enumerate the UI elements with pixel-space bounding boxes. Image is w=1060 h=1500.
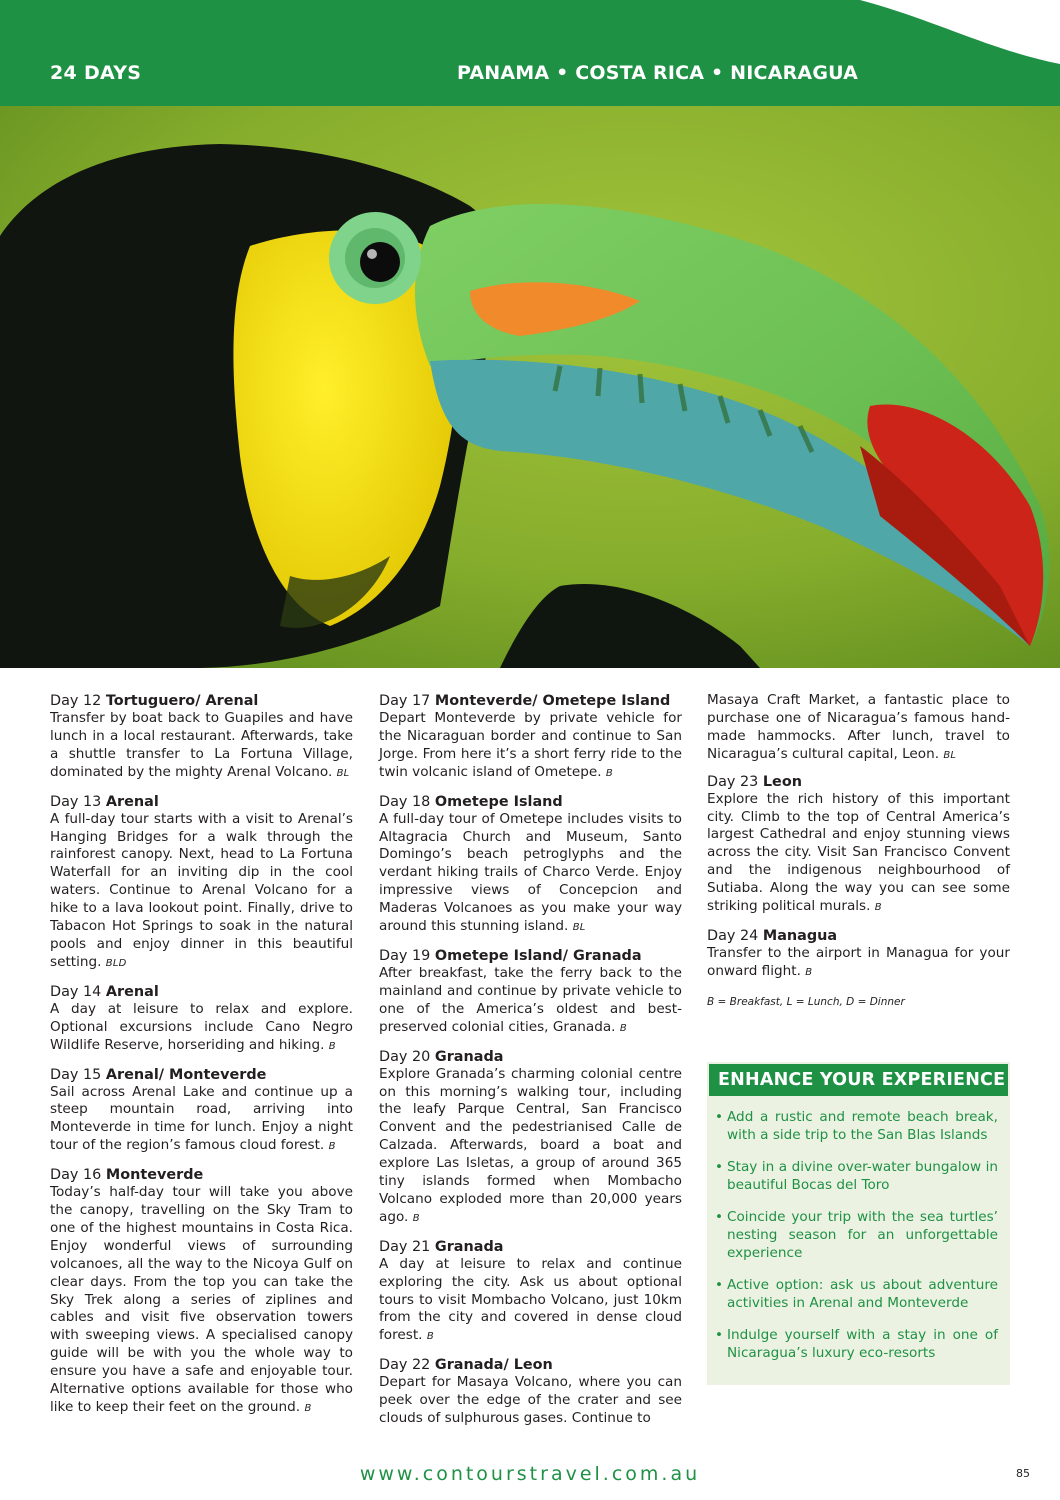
enhance-item	[715, 1276, 998, 1312]
day-location: Arenal/ Monteverde	[105, 1066, 267, 1083]
meal-legend: B = Breakfast, L = Lunch, D = Dinner	[707, 995, 905, 1008]
day-description: Masaya Craft Market, a fantastic place to purchase one of Nicaragua’s famous hand-made hammocks. After lunch, travel to Nicaragua’s cultural capital, Leon.	[707, 692, 1010, 762]
day-location: Leon	[762, 773, 802, 790]
enhance-item	[715, 1326, 998, 1362]
day-description: A day at leisure to relax and continue exploring the city. Ask us about optional tours to visit Mombacho Volcano, just 10km from the city and covered in dense cloud forest.	[379, 1255, 682, 1344]
day-number: Day 18	[379, 793, 431, 810]
day-number: Day 12	[50, 693, 102, 709]
enhance-item	[715, 1108, 998, 1144]
day-description: A full-day tour of Ometepe includes visits to Altagracia Church and Museum, Santo Domingo’s beach petroglyphs and the verdant hiking trails of Charco Verde. Enjoy impressive views of Concepcion and Maderas Volcanoes as you make your way around this stunning island.	[379, 810, 682, 935]
meal-code: B	[328, 1141, 336, 1153]
day-entry-23	[707, 773, 1010, 917]
day-number: Day 17	[379, 693, 431, 709]
day-number: Day 22	[379, 1357, 431, 1374]
bullet-icon: •	[715, 1109, 724, 1125]
itinerary-column-2	[379, 692, 682, 1438]
day-location: Granada	[434, 1048, 504, 1065]
day-entry-19	[379, 947, 682, 1038]
day-number: Day 21	[379, 1238, 431, 1255]
day-description: Transfer to the airport in Managua for your onward flight.	[707, 944, 1010, 979]
website-link[interactable]: www.contourstravel.com.au	[359, 1463, 701, 1485]
itinerary-column-3	[707, 692, 1010, 1012]
day-entry-17	[379, 692, 682, 783]
day-entry-22	[379, 1356, 682, 1428]
day-description: Depart for Masaya Volcano, where you can peek over the edge of the crater and see clouds of sulphurous gases. Continue to	[379, 1374, 682, 1427]
enhance-list	[707, 1098, 1010, 1362]
toucan-photo	[0, 106, 1060, 668]
day-location: Ometepe Island	[434, 793, 563, 810]
day-number: Day 13	[50, 793, 102, 810]
day-location: Managua	[762, 927, 838, 944]
enhance-experience-box	[707, 1062, 1010, 1385]
day-entry-22-continued	[707, 692, 1010, 765]
day-entry-14	[50, 983, 353, 1056]
day-location: Arenal	[105, 793, 159, 810]
meal-code: B	[605, 767, 613, 779]
meal-code: B	[304, 1403, 312, 1414]
enhance-item-text: Indulge yourself with a stay in one of Nicaragua’s luxury eco-resorts	[727, 1327, 998, 1361]
meal-code: B	[619, 1022, 627, 1034]
meal-code: B	[805, 966, 813, 978]
day-description: Depart Monteverde by private vehicle for the Nicaraguan border and continue to San Jorge. From here it’s a short ferry ride to the twin volcanic island of Ometepe.	[379, 710, 682, 780]
day-location: Granada/ Leon	[434, 1357, 553, 1374]
day-description: Explore Granada’s charming colonial centre on this morning’s walking tour, including the leafy Parque Central, San Francisco Convent and the pedestrianised Calle de Calzada. Afterwards, board a boat and explore Las Isletas, a group of around 365 tiny islands formed when Mombacho Volcano exploded more than 20,000 years ago.	[379, 1065, 682, 1225]
day-entry-21	[379, 1238, 682, 1347]
day-description: Explore the rich history of this important city. Climb to the top of Central America’s largest Cathedral and enjoy stunning views across the city. Visit San Francisco Convent and the indigenous neighbourhood of Sutiaba. Along the way you can see some striking political murals.	[707, 790, 1010, 915]
day-number: Day 15	[50, 1066, 102, 1083]
bullet-icon: •	[715, 1327, 724, 1343]
meal-code: B	[426, 1331, 434, 1343]
day-entry-18	[379, 793, 682, 937]
day-description: After breakfast, take the ferry back to the mainland and continue by private vehicle to one of the America’s oldest and best-preserved colonial cities, Granada.	[379, 964, 682, 1035]
header-swoosh	[0, 0, 1060, 106]
meal-code: BL	[336, 767, 350, 779]
day-entry-24	[707, 927, 1010, 982]
day-entry-12	[50, 692, 353, 783]
day-number: Day 16	[50, 1167, 102, 1184]
day-description: A full-day tour starts with a visit to Arenal’s Hanging Bridges for a walk through the rainforest canopy. Next, head to La Fortuna Waterfall for an inviting dip in the cool waters. Continue to Arenal Volcano for a hike to a lava lookout point. Finally, drive to Tabacon Hot Springs to soak in the natural pools and enjoy dinner in this beautiful setting.	[50, 810, 353, 970]
day-description: A day at leisure to relax and explore. Optional excursions include Cano Negro Wildlife Reserve, horseriding and hiking.	[50, 1000, 353, 1053]
day-entry-13	[50, 793, 353, 973]
bullet-icon: •	[715, 1159, 724, 1175]
day-entry-15	[50, 1066, 353, 1157]
enhance-item-text: Coincide your trip with the sea turtles’ nesting season for an unforgettable experience	[727, 1209, 998, 1261]
enhance-item	[715, 1158, 998, 1194]
enhance-item	[715, 1208, 998, 1262]
day-entry-16	[50, 1166, 353, 1418]
day-entry-20	[379, 1048, 682, 1228]
day-location: Ometepe Island/ Granada	[434, 947, 642, 964]
meal-code: BL	[572, 922, 586, 934]
header-band	[0, 0, 1060, 106]
day-location: Monteverde/ Ometepe Island	[434, 693, 671, 709]
meal-code: B	[328, 1040, 336, 1052]
day-number: Day 24	[707, 927, 759, 944]
day-description: Sail across Arenal Lake and continue up a steep mountain road, arriving into Monteverde in time for lunch. Enjoy a night tour of the region’s famous cloud forest.	[50, 1083, 353, 1154]
meal-code: BLD	[105, 957, 127, 969]
enhance-item-text: Add a rustic and remote beach break, with a side trip to the San Blas Islands	[727, 1109, 998, 1143]
page-number: 85	[1016, 1467, 1030, 1480]
trip-countries: PANAMA • COSTA RICA • NICARAGUA	[457, 62, 859, 84]
itinerary-column-1	[50, 692, 353, 1428]
meal-code: B	[412, 1212, 420, 1224]
day-number: Day 19	[379, 947, 431, 964]
day-description: Today’s half-day tour will take you above the canopy, travelling on the Sky Tram to one of the highest mountains in Costa Rica. Enjoy wonderful views of surrounding volcanoes, all the way to the Nicoya Gulf on clear days. From the top you can take the Sky Trek along a series of ziplines and cables and visit five observation towers with sweeping views. A specialised canopy guide will be with you the whole way to ensure you have a safe and enjoyable tour. Alternative options available for those who like to keep their feet on the ground.	[50, 1184, 353, 1415]
day-location: Arenal	[105, 983, 159, 1000]
bullet-icon: •	[715, 1209, 724, 1225]
day-location: Tortuguero/ Arenal	[105, 693, 259, 709]
day-location: Granada	[434, 1238, 504, 1255]
day-description: Transfer by boat back to Guapiles and have lunch in a local restaurant. Afterwards, take a shuttle transfer to La Fortuna Village, dominated by the mighty Arenal Volcano.	[50, 710, 353, 780]
enhance-item-text: Stay in a divine over-water bungalow in beautiful Bocas del Toro	[727, 1159, 998, 1193]
day-location: Monteverde	[105, 1167, 204, 1184]
day-number: Day 20	[379, 1048, 431, 1065]
meal-code: B	[874, 902, 882, 914]
day-number: Day 14	[50, 983, 102, 1000]
bullet-icon: •	[715, 1277, 724, 1293]
meal-code: BL	[943, 749, 957, 761]
enhance-item-text: Active option: ask us about adventure activities in Arenal and Monteverde	[727, 1277, 998, 1311]
enhance-title: ENHANCE YOUR EXPERIENCE	[709, 1064, 1008, 1096]
day-number: Day 23	[707, 773, 759, 790]
trip-duration: 24 DAYS	[50, 62, 142, 84]
